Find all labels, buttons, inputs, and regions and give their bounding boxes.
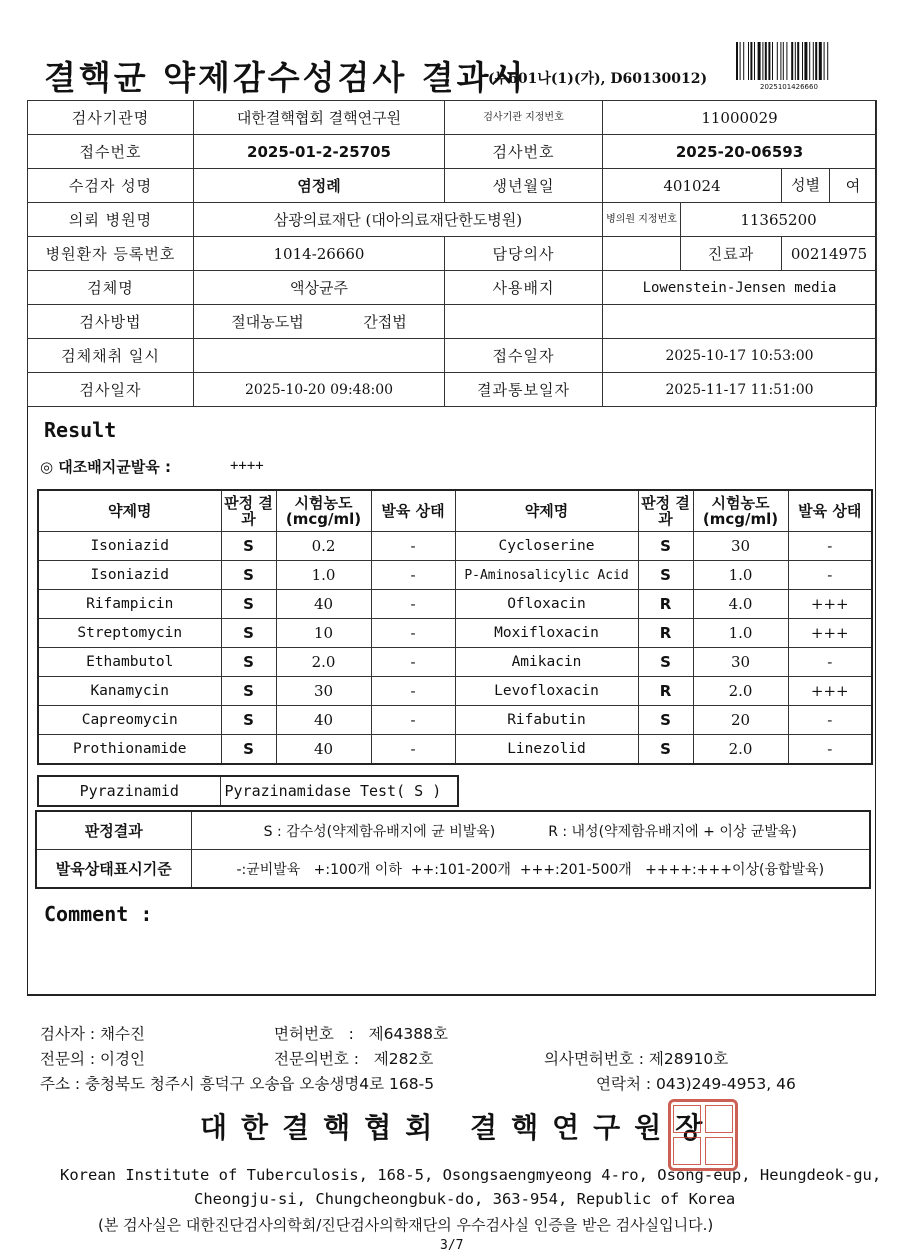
concentration: 1.0 (276, 561, 371, 590)
judgement: S (638, 561, 693, 590)
pyrazinamid-table (37, 775, 459, 807)
header-concentration: 시험농도 (mcg/ml) (276, 490, 371, 532)
growth-legend-text: -:균비발육 +:100개 이하 ++:101-200개 +++:201-500개 ++++:+++이상(융합발육) (191, 850, 870, 889)
barcode-bar (758, 42, 761, 80)
barcode-bar (780, 42, 781, 80)
hospital-id-value: 11365200 (681, 203, 877, 237)
license-number: 면허번호 : 제64388호 (274, 1025, 448, 1043)
legend-table (35, 810, 871, 889)
table-row (38, 706, 872, 735)
hospital-id-label: 병의원 지정번호 (603, 203, 681, 237)
control-growth-label: ◎ 대조배지균발육 : (40, 458, 171, 476)
barcode-bar (795, 42, 796, 80)
growth: - (371, 648, 455, 677)
pyrazinamid-value: Pyrazinamidase Test( S ) (220, 776, 458, 806)
method-value-1: 절대농도법 (231, 313, 304, 331)
drug-name: P-Aminosalicylic Acid (455, 561, 638, 590)
drug-name: Linezolid (455, 735, 638, 765)
header-drug-name: 약제명 (455, 490, 638, 532)
drug-name: Cycloserine (455, 532, 638, 561)
judgement: S (638, 648, 693, 677)
table-row (38, 590, 872, 619)
result-heading: Result (44, 418, 117, 442)
barcode-bar (824, 42, 825, 80)
method-label: 검사방법 (28, 305, 194, 339)
concentration: 1.0 (693, 619, 788, 648)
organization-signature: 대한결핵협회 결핵연구원장 (200, 1111, 717, 1144)
receive-date-value: 2025-10-17 10:53:00 (603, 339, 877, 373)
concentration: 1.0 (693, 561, 788, 590)
specialist-number: 전문의번호 : 제282호 (274, 1050, 434, 1068)
growth-legend-label: 발육상태표시기준 (36, 850, 191, 889)
barcode-bar (783, 42, 784, 80)
patient-reg-value: 1014-26660 (194, 237, 445, 271)
seal-block (705, 1137, 733, 1165)
growth: +++ (788, 677, 872, 706)
doctor-value (603, 237, 681, 271)
drug-name: Levofloxacin (455, 677, 638, 706)
judgement: S (221, 677, 276, 706)
concentration: 0.2 (276, 532, 371, 561)
doctor-label: 담당의사 (445, 237, 603, 271)
institution-id-value: 11000029 (603, 101, 877, 135)
growth: - (371, 735, 455, 765)
concentration: 40 (276, 706, 371, 735)
sex-label: 성별 (782, 169, 830, 202)
drug-name: Capreomycin (38, 706, 221, 735)
table-row (38, 735, 872, 765)
address-english-line2: Cheongju-si, Chungcheongbuk-do, 363-954, Republic of Korea (194, 1190, 736, 1208)
barcode-bar (736, 42, 738, 80)
drug-name: Kanamycin (38, 677, 221, 706)
growth: +++ (788, 619, 872, 648)
header-growth: 발육 상태 (371, 490, 455, 532)
barcode-bar (748, 42, 749, 80)
table-row (38, 619, 872, 648)
barcode (736, 42, 864, 84)
barcode-bar (791, 42, 793, 80)
legend-resistant: R : 내성(약제함유배지에 + 이상 균발육) (548, 823, 797, 840)
patient-name-value: 염정례 (194, 169, 445, 203)
drug-name: Streptomycin (38, 619, 221, 648)
judgement: S (221, 706, 276, 735)
barcode-bar (804, 42, 807, 80)
judgement: S (638, 706, 693, 735)
judgement: S (221, 619, 276, 648)
institution-id-label: 검사기관 지정번호 (445, 101, 603, 135)
growth: - (788, 532, 872, 561)
report-date-label: 결과통보일자 (445, 373, 603, 407)
drug-name: Isoniazid (38, 561, 221, 590)
report-date-value: 2025-11-17 11:51:00 (603, 373, 877, 407)
method-cell (194, 305, 445, 339)
drug-name: Prothionamide (38, 735, 221, 765)
judgement: S (221, 648, 276, 677)
growth: - (371, 590, 455, 619)
header-growth: 발육 상태 (788, 490, 872, 532)
control-growth-value: ++++ (230, 458, 264, 474)
barcode-bar (786, 42, 787, 80)
concentration: 2.0 (693, 677, 788, 706)
header-judgement: 판정 결과 (638, 490, 693, 532)
header-concentration: 시험농도 (mcg/ml) (693, 490, 788, 532)
institution-label: 검사기관명 (28, 101, 194, 135)
birth-label: 생년월일 (445, 169, 603, 203)
drug-name: Moxifloxacin (455, 619, 638, 648)
concentration: 40 (276, 590, 371, 619)
concentration: 4.0 (693, 590, 788, 619)
dept-label: 진료과 (681, 237, 782, 271)
barcode-bar (750, 42, 752, 80)
drug-name: Amikacin (455, 648, 638, 677)
concentration: 30 (693, 648, 788, 677)
judgement: S (221, 561, 276, 590)
barcode-bar (777, 42, 778, 80)
drug-name: Ofloxacin (455, 590, 638, 619)
hospital-value: 삼광의료재단 (대아의료재단한도병원) (194, 203, 603, 237)
concentration: 30 (693, 532, 788, 561)
test-no-value: 2025-20-06593 (603, 135, 877, 169)
contact: 연락처 : 043)249-4953, 46 (596, 1075, 796, 1093)
test-no-label: 검사번호 (445, 135, 603, 169)
test-date-value: 2025-10-20 09:48:00 (194, 373, 445, 407)
barcode-number: 2025101426660 (760, 83, 818, 91)
judgement: R (638, 619, 693, 648)
test-date-label: 검사일자 (28, 373, 194, 407)
growth: +++ (788, 590, 872, 619)
barcode-bar (797, 42, 799, 80)
collect-value (194, 339, 445, 373)
growth: - (371, 561, 455, 590)
method-empty-1 (445, 305, 603, 339)
concentration: 40 (276, 735, 371, 765)
judgement-legend-cell (191, 811, 870, 850)
growth: - (788, 648, 872, 677)
drug-name: Ethambutol (38, 648, 221, 677)
sex-value: 여 (845, 177, 861, 195)
form-code: (누601나(1)(가), D60130012) (488, 71, 708, 87)
concentration: 20 (693, 706, 788, 735)
legend-susceptible: S : 감수성(약제함유배지에 균 비발육) (263, 823, 496, 840)
doctor-license-number: 의사면허번호 : 제28910호 (544, 1050, 729, 1068)
growth: - (788, 706, 872, 735)
header-drug-name: 약제명 (38, 490, 221, 532)
collect-label: 검체채취 일시 (28, 339, 194, 373)
judgement: S (221, 735, 276, 765)
table-row (38, 648, 872, 677)
comment-heading: Comment : (44, 902, 153, 926)
barcode-bar (765, 42, 767, 80)
page-number: 3/7 (440, 1238, 464, 1253)
barcode-bar (815, 42, 817, 80)
drug-table (37, 489, 873, 765)
judgement: S (221, 532, 276, 561)
concentration: 2.0 (693, 735, 788, 765)
info-table (27, 100, 877, 407)
growth: - (371, 677, 455, 706)
judgement: R (638, 677, 693, 706)
table-row (38, 561, 872, 590)
judgement-legend-label: 판정결과 (36, 811, 191, 850)
drug-name: Rifampicin (38, 590, 221, 619)
specialist: 전문의 : 이경인 (40, 1050, 145, 1068)
growth: - (371, 706, 455, 735)
birth-value: 401024 (603, 169, 782, 203)
table-row (38, 532, 872, 561)
medium-label: 사용배지 (445, 271, 603, 305)
barcode-bar (754, 42, 755, 80)
growth: - (371, 532, 455, 561)
barcode-bar (740, 42, 741, 80)
barcode-bar (743, 42, 744, 80)
judgement: S (638, 735, 693, 765)
concentration: 10 (276, 619, 371, 648)
sex-cell (782, 169, 877, 203)
receipt-no-value: 2025-01-2-25705 (194, 135, 445, 169)
hospital-label: 의뢰 병원명 (28, 203, 194, 237)
barcode-bar (762, 42, 763, 80)
medium-value: Lowenstein-Jensen media (603, 271, 877, 305)
barcode-bar (813, 42, 814, 80)
concentration: 30 (276, 677, 371, 706)
concentration: 2.0 (276, 648, 371, 677)
judgement: S (638, 532, 693, 561)
examiner: 검사자 : 채수진 (40, 1025, 145, 1043)
barcode-bar (802, 42, 803, 80)
barcode-bar (827, 42, 828, 80)
address-english-line1: Korean Institute of Tuberculosis, 168-5, Osongsaengmyeong 4-ro, Osong-eup, Heungdeok-gu, (60, 1166, 882, 1184)
growth: - (788, 561, 872, 590)
barcode-bar (809, 42, 810, 80)
barcode-bar (772, 42, 773, 80)
method-empty-2 (603, 305, 877, 339)
receive-date-label: 접수일자 (445, 339, 603, 373)
specimen-label: 검체명 (28, 271, 194, 305)
seal-block (705, 1105, 733, 1133)
receipt-no-label: 접수번호 (28, 135, 194, 169)
table-row (38, 677, 872, 706)
seal-block (673, 1105, 701, 1133)
header-judgement: 판정 결과 (221, 490, 276, 532)
method-value-2: 간접법 (363, 313, 407, 331)
growth: - (788, 735, 872, 765)
barcode-bar (819, 42, 822, 80)
growth: - (371, 619, 455, 648)
official-seal (668, 1099, 738, 1171)
drug-name: Isoniazid (38, 532, 221, 561)
patient-name-label: 수검자 성명 (28, 169, 194, 203)
seal-block (673, 1137, 701, 1165)
judgement: R (638, 590, 693, 619)
dept-value: 00214975 (782, 237, 877, 271)
pyrazinamid-label: Pyrazinamid (38, 776, 220, 806)
document-title: 결핵균 약제감수성검사 결과서 (44, 58, 527, 97)
drug-name: Rifabutin (455, 706, 638, 735)
accreditation-note: (본 검사실은 대한진단검사의학회/진단검사의학재단의 우수검사실 인증을 받은 검사실입니다.) (98, 1216, 714, 1234)
judgement: S (221, 590, 276, 619)
barcode-bar (768, 42, 770, 80)
institution-value: 대한결핵협회 결핵연구원 (194, 101, 445, 135)
patient-reg-label: 병원환자 등록번호 (28, 237, 194, 271)
specimen-value: 액상균주 (194, 271, 445, 305)
address: 주소 : 충청북도 청주시 흥덕구 오송읍 오송생명4로 168-5 (40, 1075, 435, 1093)
